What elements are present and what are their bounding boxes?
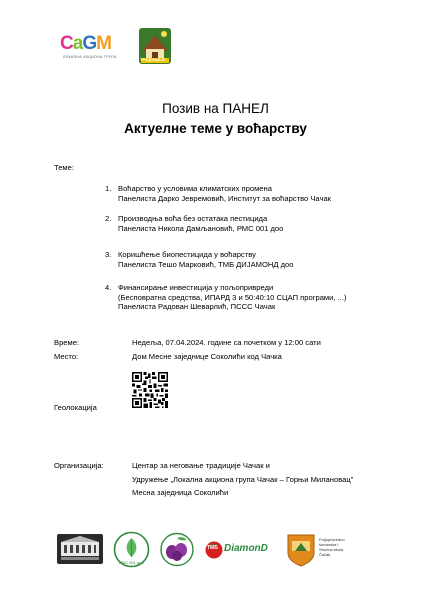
tmb-logo-text: ТМБ (207, 545, 218, 551)
school-text-line: Stručna škola (319, 547, 344, 552)
organization-line: Удружење „Локална акциона група Чачак – Горњи Милановац” (132, 474, 354, 484)
topic-subtitle: (Бесповратна средства, ИПАРД 3 и 50:40:10 СЦАП програми, ...) (118, 292, 347, 302)
topic-item (105, 250, 294, 269)
time-label: Време: (54, 338, 80, 347)
topic-panelist: Панелиста Тешо Марковић, ТМБ ДИЈАМОНД доо (118, 259, 294, 269)
lag-logo-subtitle: ЛОКАЛНА АКЦИОНА ГРУПА (63, 55, 117, 59)
topic-item (105, 184, 331, 203)
organization-value (132, 461, 353, 498)
topic-number: 2. (105, 214, 112, 223)
topic-title: Производња воћа без остатака пестицида (118, 214, 268, 223)
tradition-logo-text: ТРАДИЦИЈЕ (140, 57, 167, 62)
topic-number: 1. (105, 184, 112, 193)
topic-title: Финансирање инвестиција у пољопривреди (118, 283, 274, 292)
time-value: Недеља, 07.04.2024. године са почетком у 12:00 сати (132, 338, 321, 347)
topic-item (105, 283, 347, 312)
school-text-line: šumarska i (319, 542, 339, 547)
topic-panelist: Панелиста Радован Шеварлић, ПССС Чачак (118, 302, 276, 312)
organization-line: Центар за неговање традиције Чачак и (132, 461, 270, 470)
topic-title: Коришћење биопестицида у воћарству (118, 250, 256, 259)
topic-panelist: Панелиста Никола Дамљановић, РМС 001 доо (118, 223, 284, 233)
topic-number: 3. (105, 250, 112, 259)
rms-logo (113, 531, 150, 568)
topic-panelist: Панелиста Дарко Јевремовић, Институт за воћарство Чачак (118, 193, 331, 203)
place-label: Место: (54, 352, 79, 361)
title-line-2: Актуелне теме у воћарству (124, 121, 307, 136)
topics-label: Теме: (54, 163, 74, 172)
qr-code-icon[interactable] (132, 372, 168, 408)
faculty-building-logo (57, 534, 103, 564)
school-text-line: Čačak (319, 552, 331, 557)
place-value: Дом Месне заједнице Соколићи код Чачка (132, 352, 282, 361)
lag-logo (60, 33, 128, 65)
school-logo-text (319, 537, 345, 557)
organization-line: Месна заједница Соколићи (132, 488, 229, 498)
school-text-line: Poljoprivredno (319, 537, 345, 542)
plum-logo (160, 531, 194, 568)
lag-logo-text: CaGM (60, 33, 111, 54)
topic-title: Воћарство у условима климатских промена (118, 184, 272, 193)
diamond-logo-text: DiamonD (224, 543, 268, 554)
topic-number: 4. (105, 283, 112, 292)
title-line-1: Позив на ПАНЕЛ (162, 101, 269, 116)
school-crest-icon (286, 533, 316, 567)
organization-label: Организација: (54, 461, 104, 470)
geolocation-label: Геолокација (54, 403, 97, 412)
rms-logo-text: РМС 001 доо (119, 560, 144, 565)
school-logo (286, 531, 358, 571)
topic-item (105, 214, 284, 233)
tmb-diamond-logo (204, 538, 274, 560)
